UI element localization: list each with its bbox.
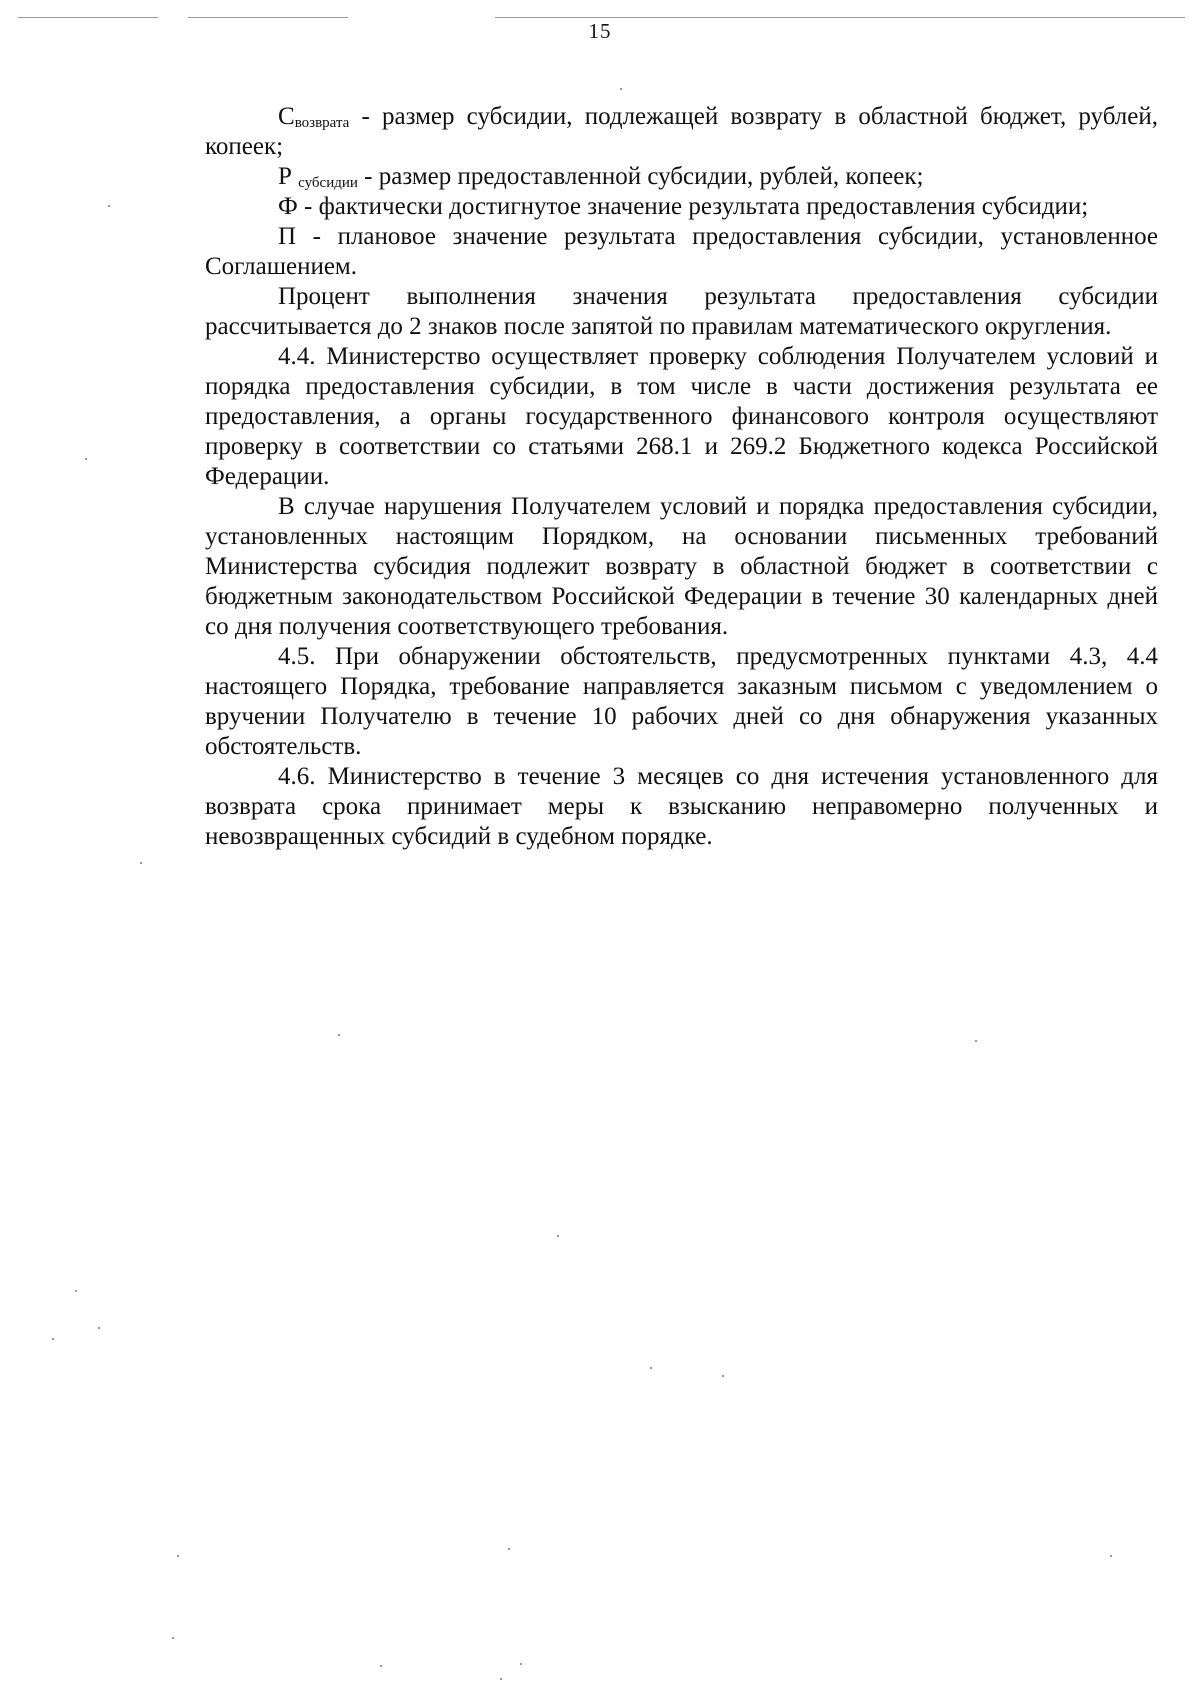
formula-subscript: субсидии — [298, 175, 358, 191]
page-number: 15 — [588, 19, 612, 43]
paragraph-text: - размер субсидии, подлежащей возврату в областной бюджет, рублей, копеек; — [205, 103, 1158, 160]
scan-speck — [75, 1290, 77, 1292]
scan-speck — [520, 1663, 522, 1665]
paragraph-c-return-definition — [205, 102, 1158, 162]
paragraph-percent-rounding: Процент выполнения значения результата предоставления субсидии рассчитывается до 2 знаков после запятой по правилам математического округления. — [205, 283, 1158, 340]
scan-speck — [975, 1040, 977, 1042]
scan-speck — [98, 1327, 100, 1329]
paragraph-text: - размер предоставленной субсидии, рублей, копеек; — [357, 163, 924, 190]
scan-edge-line — [188, 17, 348, 18]
formula-subscript: возврата — [294, 115, 350, 131]
scan-speck — [140, 862, 142, 864]
scan-speck — [650, 1367, 652, 1369]
document-body — [205, 102, 1158, 852]
paragraph-p-subsidy-definition — [205, 162, 1158, 192]
paragraph-violation-return: В случае нарушения Получателем условий и порядка предоставления субсидии, установленных настоящим Порядком, на основании письменных требований Министерства субсидия подлежит возврату в областной бюджет в соответствии с бюджетным законодательством Российской Федерации в течение 30 календарных дней со дня получения соответствующего требования. — [205, 493, 1158, 640]
scan-speck — [1110, 1555, 1112, 1557]
paragraph-4-4: 4.4. Министерство осуществляет проверку соблюдения Получателем условий и порядка предоставления субсидии, в том числе в части достижения результата ее предоставления, а органы государственного финансового контроля осуществляют проверку в соответствии со статьями 268.1 и 269.2 Бюджетного кодекса Российской Федерации. — [205, 343, 1158, 490]
scan-speck — [500, 1678, 502, 1680]
paragraph-4-5: 4.5. При обнаружении обстоятельств, предусмотренных пунктами 4.3, 4.4 настоящего Порядка, требование направляется заказным письмом с уведомлением о вручении Получателю в течение 10 рабочих дней со дня обнаружения указанных обстоятельств. — [205, 643, 1158, 760]
scan-speck — [108, 205, 110, 207]
paragraph-p-planned-definition: П - плановое значение результата предоставления субсидии, установленное Соглашением. — [205, 223, 1158, 280]
scan-speck — [380, 1665, 382, 1667]
scan-speck — [557, 1235, 559, 1237]
paragraph-f-actual-definition: Ф - фактически достигнутое значение результата предоставления субсидии; — [278, 193, 1089, 220]
scan-speck — [722, 1375, 724, 1377]
scan-speck — [338, 1034, 340, 1036]
formula-symbol: Р — [278, 163, 299, 190]
scan-speck — [177, 1555, 179, 1557]
scan-speck — [620, 88, 622, 90]
scan-speck — [52, 1338, 54, 1340]
scan-edge-line — [495, 17, 1185, 18]
formula-symbol: С — [278, 103, 295, 130]
scan-speck — [172, 1637, 174, 1639]
paragraph-4-6: 4.6. Министерство в течение 3 месяцев со дня истечения установленного для возврата срока принимает меры к взысканию неправомерно полученных и невозвращенных субсидий в судебном порядке. — [205, 763, 1158, 850]
scan-speck — [85, 458, 87, 460]
scan-edge-line — [18, 17, 158, 18]
scan-speck — [508, 1548, 510, 1550]
